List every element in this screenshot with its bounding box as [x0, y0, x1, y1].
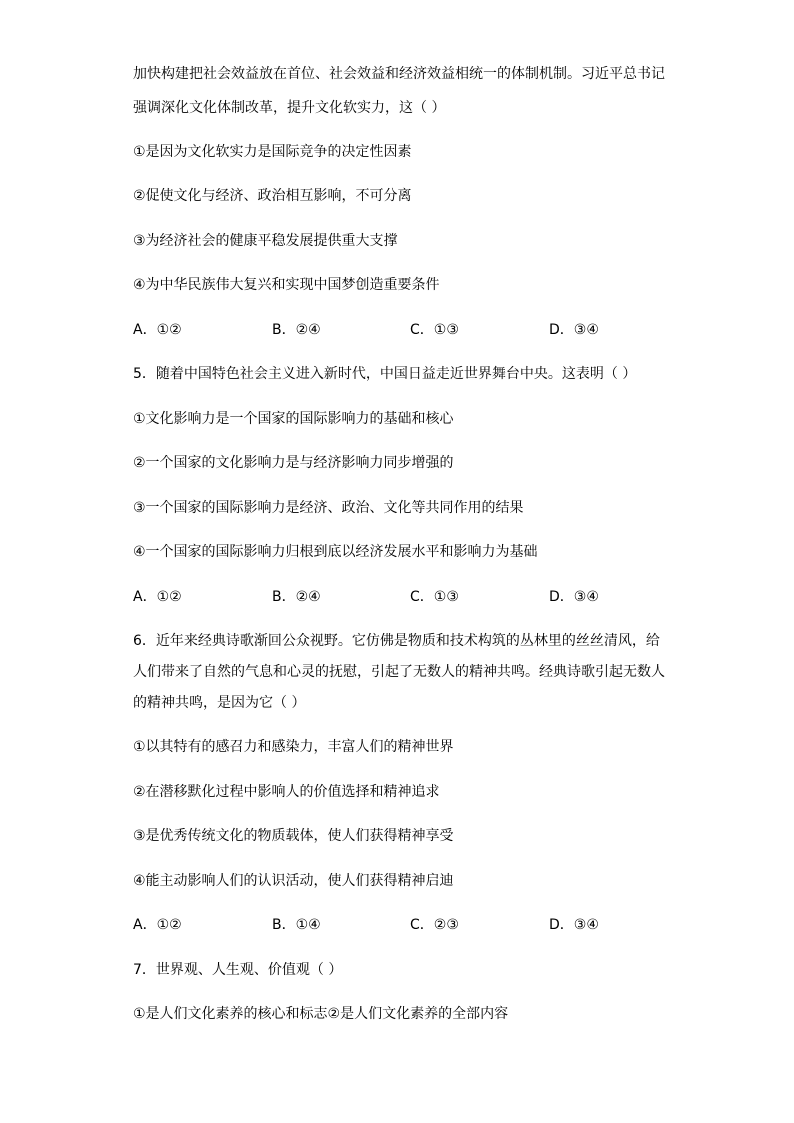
q6-item-3: ③是优秀传统文化的物质载体，使人们获得精神享受 — [133, 828, 454, 844]
q5-item-2: ②一个国家的文化影响力是与经济影响力同步增强的 — [133, 455, 454, 471]
q6-item-4: ④能主动影响人们的认识活动，使人们获得精神启迪 — [133, 873, 454, 889]
q6-option-c: C．②③ — [410, 917, 459, 933]
q5-option-b: B．②④ — [272, 589, 321, 605]
q6-option-b: B．①④ — [272, 917, 321, 933]
q4-options — [133, 320, 673, 340]
q4-item-3: ③为经济社会的健康平稳发展提供重大支撑 — [133, 233, 398, 249]
q6-stem-line-2: 人们带来了自然的气息和心灵的抚慰，引起了无数人的精神共鸣。经典诗歌引起无数人 — [133, 664, 665, 680]
q5-item-3: ③一个国家的国际影响力是经济、政治、文化等共同作用的结果 — [133, 500, 524, 516]
q6-option-d: D．③④ — [549, 917, 599, 933]
q6-item-1: ①以其特有的感召力和感染力，丰富人们的精神世界 — [133, 739, 454, 755]
q4-stem-line-1: 加快构建把社会效益放在首位、社会效益和经济效益相统一的体制机制。习近平总书记 — [133, 66, 665, 82]
q6-item-2: ②在潜移默化过程中影响人的价值选择和精神追求 — [133, 784, 440, 800]
q7-item-1: ①是人们文化素养的核心和标志②是人们文化素养的全部内容 — [133, 1006, 509, 1022]
q6-option-a: A．①② — [133, 917, 182, 933]
q4-item-4: ④为中华民族伟大复兴和实现中国梦创造重要条件 — [133, 277, 440, 293]
q5-options — [133, 587, 673, 607]
q5-option-a: A．①② — [133, 589, 182, 605]
q4-item-2: ②促使文化与经济、政治相互影响，不可分离 — [133, 188, 412, 204]
q4-option-a: A．①② — [133, 322, 182, 338]
q7-stem: 7．世界观、人生观、价值观（ ） — [133, 962, 343, 978]
q4-item-1: ①是因为文化软实力是国际竞争的决定性因素 — [133, 144, 412, 160]
q4-option-d: D．③④ — [549, 322, 599, 338]
q6-stem-line-3: 的精神共鸣，是因为它（ ） — [133, 695, 306, 711]
q4-stem-line-2: 强调深化文化体制改革，提升文化软实力，这（ ） — [133, 100, 446, 116]
q5-stem: 5．随着中国特色社会主义进入新时代，中国日益走近世界舞台中央。这表明（ ） — [133, 366, 637, 382]
q5-item-1: ①文化影响力是一个国家的国际影响力的基础和核心 — [133, 411, 454, 427]
q6-stem-line-1: 6．近年来经典诗歌渐回公众视野。它仿佛是物质和技术构筑的丛林里的丝丝清风，给 — [133, 633, 660, 649]
q5-option-c: C．①③ — [410, 589, 459, 605]
q5-option-d: D．③④ — [549, 589, 599, 605]
q4-option-c: C．①③ — [410, 322, 459, 338]
q5-item-4: ④一个国家的国际影响力归根到底以经济发展水平和影响力为基础 — [133, 544, 538, 560]
q6-options — [133, 915, 673, 935]
q4-option-b: B．②④ — [272, 322, 321, 338]
